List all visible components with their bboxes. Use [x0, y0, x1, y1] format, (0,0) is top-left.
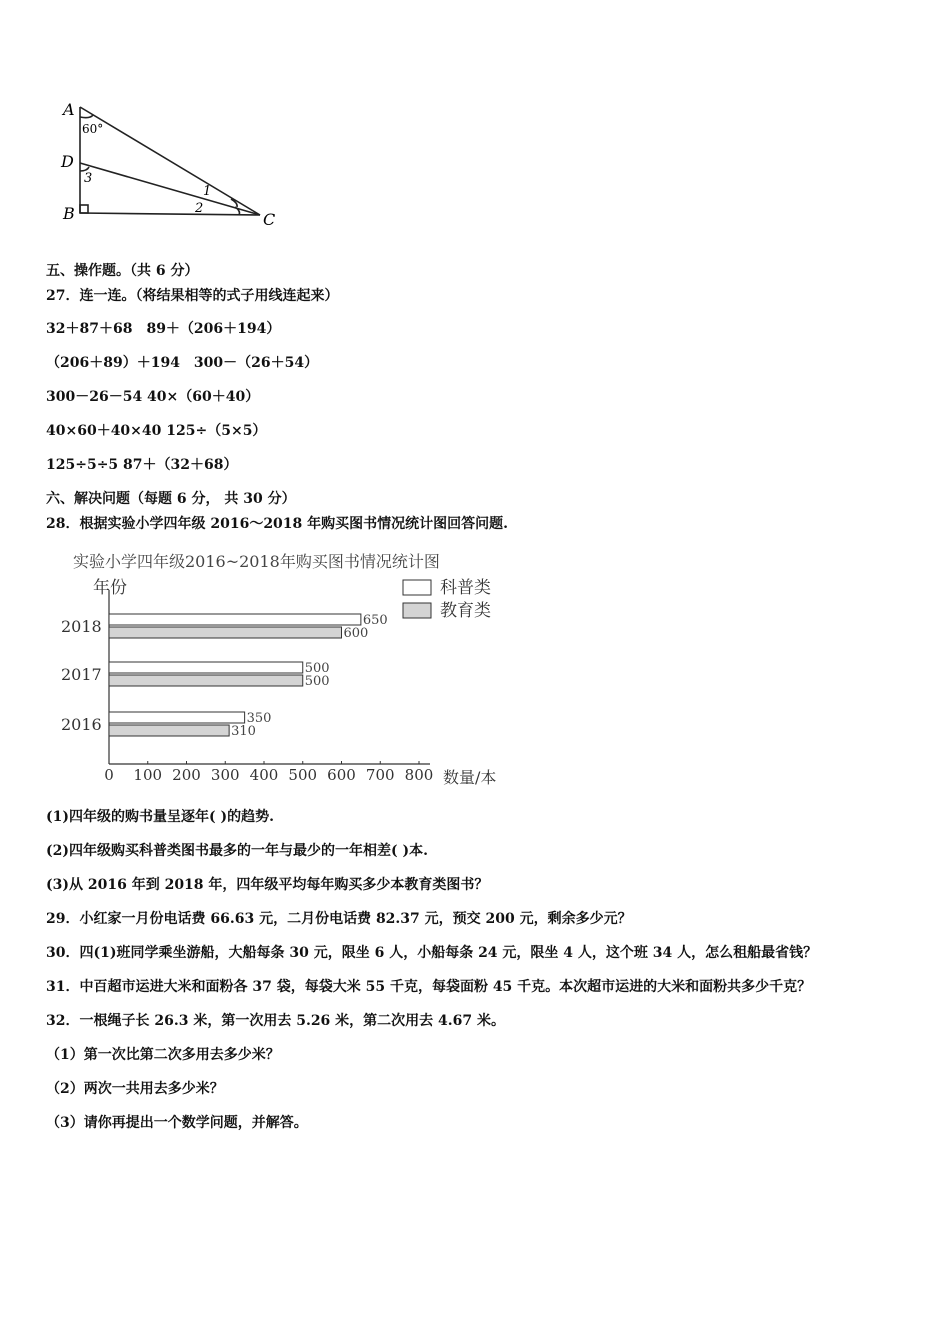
legend-label: 教育类	[440, 601, 491, 621]
triangle-figure	[55, 95, 295, 235]
chart-bar-education	[109, 627, 342, 638]
angle-a-arc	[80, 115, 93, 118]
chart-data-label: 310	[231, 724, 256, 739]
chart-data-label: 500	[304, 661, 330, 676]
chart-data-label: 650	[362, 613, 388, 628]
chart-bar-science	[109, 662, 303, 673]
label-c: C	[263, 210, 276, 229]
chart-data-label: 600	[343, 626, 369, 641]
q31-text: 31．中百超市运进大米和面粉各 37 袋，每袋大米 55 千克，每袋面粉 45 千克。本次超市运进的大米和面粉共多少千克？	[46, 979, 812, 995]
chart-category-label: 2018	[61, 617, 102, 636]
legend-swatch	[403, 580, 431, 595]
chart-tick-label: 300	[210, 766, 240, 784]
q28-sub2: (2)四年级购买科普类图书最多的一年与最少的一年相差( )本.	[46, 843, 428, 859]
chart-tick-label: 600	[327, 766, 356, 784]
q28-title: 28．根据实验小学四年级 2016～2018 年购买图书情况统计图回答问题.	[46, 516, 509, 532]
q28-sub1: (1)四年级的购书量呈逐年( )的趋势.	[46, 809, 274, 825]
label-3: 3	[84, 171, 93, 186]
chart-tick-label: 0	[104, 766, 114, 784]
q27-row-2: （206＋89）＋194 300－（26＋54）	[46, 355, 319, 371]
q27-row-3: 300－26－54 40×（60＋40）	[46, 389, 260, 405]
chart-category-label: 2016	[61, 715, 102, 734]
legend-label: 科普类	[440, 578, 491, 598]
chart-y-axis-label: 年份	[93, 578, 127, 598]
label-a: A	[63, 100, 75, 119]
q30-text: 30．四(1)班同学乘坐游船，大船每条 30 元，限坐 6 人，小船每条 24 元，限坐 4 人，这个班 34 人，怎么租船最省钱？	[46, 945, 818, 961]
label-2: 2	[195, 201, 204, 216]
chart-data-label: 500	[304, 674, 330, 689]
side-ac	[80, 107, 260, 215]
q27-row-5: 125÷5÷5 87＋（32＋68）	[46, 457, 238, 473]
q32-sub3: （3）请你再提出一个数学问题，并解答。	[46, 1115, 308, 1131]
chart-tick-label: 200	[172, 766, 201, 784]
chart-tick-label: 800	[404, 766, 434, 784]
chart-tick-label: 500	[288, 766, 318, 784]
q32-title: 32．一根绳子长 26.3 米，第一次用去 5.26 米，第二次用去 4.67 米。	[46, 1013, 506, 1029]
book-purchase-chart	[55, 545, 515, 790]
chart-title: 实验小学四年级2016~2018年购买图书情况统计图	[73, 552, 440, 571]
q27-row-4: 40×60＋40×40 125÷（5×5）	[46, 423, 267, 439]
chart-bar-science	[109, 712, 245, 723]
label-1: 1	[203, 184, 212, 199]
chart-bar-science	[109, 614, 361, 625]
segment-dc	[80, 163, 260, 215]
q27-row-1: 32＋87＋68 89＋（206＋194）	[46, 321, 281, 337]
q32-sub2: （2）两次一共用去多少米？	[46, 1081, 224, 1097]
q29-text: 29．小红家一月份电话费 66.63 元，二月份电话费 82.37 元，预交 200 元，剩余多少元？	[46, 911, 632, 927]
q32-sub1: （1）第一次比第二次多用去多少米？	[46, 1047, 280, 1063]
legend-swatch	[403, 603, 431, 618]
right-angle-mark	[80, 205, 88, 213]
chart-category-label: 2017	[61, 665, 102, 684]
label-d: D	[61, 152, 74, 171]
side-bc	[80, 213, 260, 215]
chart-bar-education	[109, 675, 303, 686]
label-60: 60°	[82, 122, 104, 136]
label-b: B	[63, 204, 75, 223]
q28-sub3: (3)从 2016 年到 2018 年，四年级平均每年购买多少本教育类图书？	[46, 877, 489, 893]
chart-tick-label: 400	[249, 766, 279, 784]
chart-data-label: 350	[246, 711, 272, 726]
q27-title: 27．连一连。（将结果相等的式子用线连起来）	[46, 288, 339, 304]
chart-legend	[403, 578, 491, 621]
chart-tick-label: 100	[133, 766, 163, 784]
chart-tick-label: 700	[365, 766, 395, 784]
chart-x-axis-label: 数量/本	[443, 768, 497, 787]
section6-heading: 六、解决问题（每题 6 分， 共 30 分）	[46, 491, 296, 507]
section5-heading: 五、操作题。（共 6 分）	[46, 263, 199, 279]
chart-bar-education	[109, 725, 229, 736]
